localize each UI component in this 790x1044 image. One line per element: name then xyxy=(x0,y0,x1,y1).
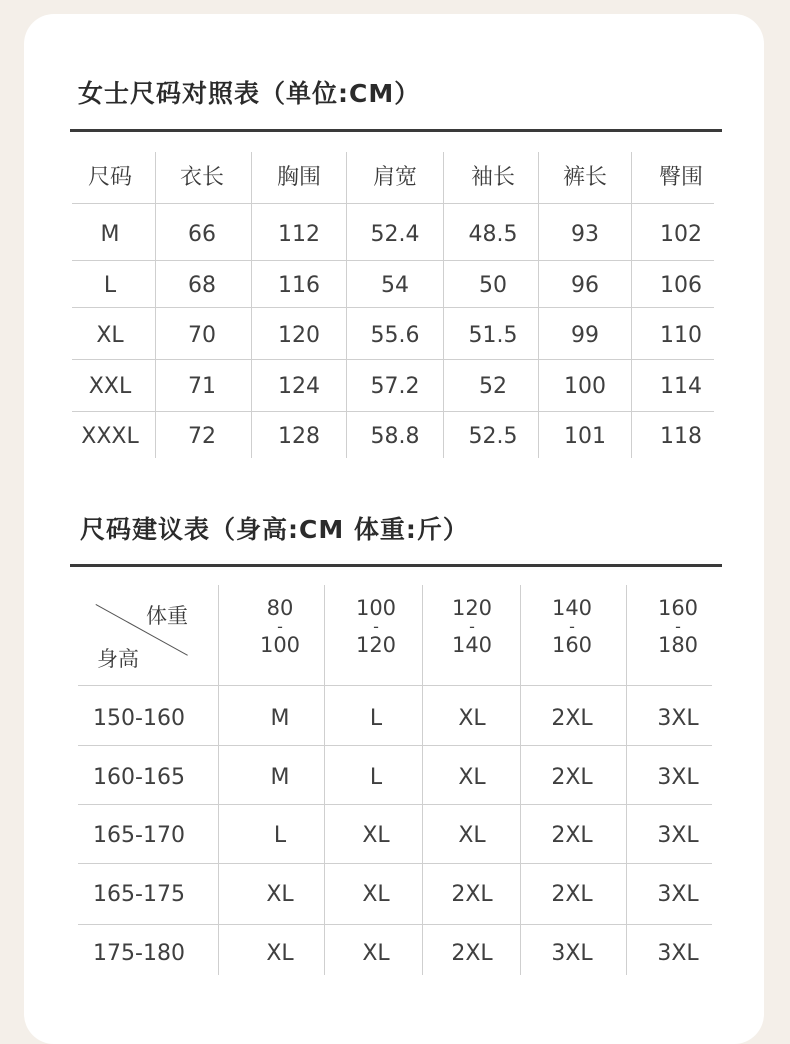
weight-range-low: 140 xyxy=(551,596,593,620)
height-range-cell: 160-165 xyxy=(93,764,185,790)
size-table-cell: 99 xyxy=(571,322,599,348)
recommended-size-cell: XL xyxy=(362,940,390,966)
advice-table-row-divider xyxy=(78,685,712,686)
recommended-size-cell: XL xyxy=(458,764,486,790)
height-range-cell: 165-175 xyxy=(93,881,185,907)
size-table-cell: 118 xyxy=(660,423,702,449)
size-table-cell: 101 xyxy=(564,423,606,449)
size-table-header-cell: 臀围 xyxy=(658,164,703,190)
recommended-size-cell: 3XL xyxy=(657,764,699,790)
recommended-size-cell: XL xyxy=(266,881,294,907)
size-table-cell: 102 xyxy=(660,221,702,247)
recommended-size-cell: 2XL xyxy=(551,705,593,731)
weight-range-sep: - xyxy=(277,617,283,636)
recommended-size-cell: 3XL xyxy=(551,940,593,966)
size-table-cell: 128 xyxy=(278,423,320,449)
advice-table-title: 尺码建议表（身高:CM 体重:斤） xyxy=(80,515,469,544)
advice-table-column-divider xyxy=(218,585,219,975)
weight-range-low: 80 xyxy=(266,596,294,620)
height-range-cell: 165-170 xyxy=(93,822,185,848)
advice-table-row-divider xyxy=(78,745,712,746)
recommended-size-cell: XL xyxy=(362,881,390,907)
weight-range-high: 160 xyxy=(551,633,593,657)
recommended-size-cell: 2XL xyxy=(551,822,593,848)
size-table-cell: 66 xyxy=(188,221,216,247)
size-table-cell: 106 xyxy=(660,272,702,298)
weight-range-header xyxy=(532,597,612,657)
size-table-cell: 52 xyxy=(479,373,507,399)
size-table-cell: 54 xyxy=(381,272,409,298)
weight-range-low: 100 xyxy=(355,596,397,620)
size-table-cell: 55.6 xyxy=(370,322,420,348)
size-table-cell: 58.8 xyxy=(370,423,420,449)
advice-table-row-divider xyxy=(78,804,712,805)
advice-table-row-divider xyxy=(78,924,712,925)
weight-range-low: 120 xyxy=(451,596,493,620)
recommended-size-cell: 3XL xyxy=(657,822,699,848)
size-table-cell: 96 xyxy=(571,272,599,298)
size-table-top-rule xyxy=(70,129,722,132)
recommended-size-cell: 3XL xyxy=(657,705,699,731)
weight-range-low: 160 xyxy=(657,596,699,620)
size-label-cell: M xyxy=(100,221,120,247)
size-table-column-divider xyxy=(631,152,632,458)
recommended-size-cell: XL xyxy=(458,822,486,848)
advice-table-top-rule xyxy=(70,564,722,567)
size-table-header-cell: 衣长 xyxy=(179,164,224,190)
weight-range-sep: - xyxy=(469,617,475,636)
size-table-cell: 51.5 xyxy=(468,322,518,348)
weight-range-sep: - xyxy=(569,617,575,636)
size-table-row-divider xyxy=(72,260,714,261)
size-label-cell: XXL xyxy=(88,373,132,399)
size-label-cell: XXXL xyxy=(81,423,139,449)
size-table-cell: 68 xyxy=(188,272,216,298)
size-table-column-divider xyxy=(538,152,539,458)
weight-range-high: 100 xyxy=(259,633,301,657)
recommended-size-cell: M xyxy=(270,705,290,731)
size-table-header-cell: 袖长 xyxy=(470,164,515,190)
weight-range-header xyxy=(432,597,512,657)
size-table-column-divider xyxy=(155,152,156,458)
corner-weight-label: 体重 xyxy=(146,604,188,628)
size-table-cell: 100 xyxy=(564,373,606,399)
advice-table-row-divider xyxy=(78,863,712,864)
recommended-size-cell: 2XL xyxy=(551,764,593,790)
size-table-header-cell: 肩宽 xyxy=(372,164,417,190)
size-label-cell: XL xyxy=(96,322,124,348)
size-table-cell: 48.5 xyxy=(468,221,518,247)
size-table-header-cell: 裤长 xyxy=(562,164,607,190)
size-table-cell: 71 xyxy=(188,373,216,399)
size-table-cell: 72 xyxy=(188,423,216,449)
size-table-header-cell: 尺码 xyxy=(87,164,132,190)
size-table-title: 女士尺码对照表（单位:CM） xyxy=(78,79,421,108)
size-table-column-divider xyxy=(346,152,347,458)
weight-range-sep: - xyxy=(373,617,379,636)
size-table-cell: 93 xyxy=(571,221,599,247)
weight-range-header xyxy=(240,597,320,657)
height-range-cell: 150-160 xyxy=(93,705,185,731)
size-table-cell: 112 xyxy=(278,221,320,247)
recommended-size-cell: 2XL xyxy=(451,881,493,907)
size-table-cell: 116 xyxy=(278,272,320,298)
size-label-cell: L xyxy=(103,272,117,298)
weight-range-header xyxy=(336,597,416,657)
size-table-header-cell: 胸围 xyxy=(276,164,321,190)
recommended-size-cell: 3XL xyxy=(657,881,699,907)
size-table-cell: 124 xyxy=(278,373,320,399)
size-table-column-divider xyxy=(251,152,252,458)
recommended-size-cell: L xyxy=(369,764,383,790)
size-table-cell: 110 xyxy=(660,322,702,348)
weight-range-high: 180 xyxy=(657,633,699,657)
recommended-size-cell: 2XL xyxy=(551,881,593,907)
recommended-size-cell: L xyxy=(273,822,287,848)
size-table-row-divider xyxy=(72,307,714,308)
size-table-cell: 50 xyxy=(479,272,507,298)
recommended-size-cell: XL xyxy=(458,705,486,731)
size-table-cell: 57.2 xyxy=(370,373,420,399)
weight-range-header xyxy=(638,597,718,657)
size-table-cell: 120 xyxy=(278,322,320,348)
recommended-size-cell: XL xyxy=(362,822,390,848)
size-table-column-divider xyxy=(443,152,444,458)
recommended-size-cell: XL xyxy=(266,940,294,966)
weight-range-high: 120 xyxy=(355,633,397,657)
size-table-cell: 52.4 xyxy=(370,221,420,247)
weight-range-sep: - xyxy=(675,617,681,636)
size-table-row-divider xyxy=(72,359,714,360)
size-table-row-divider xyxy=(72,203,714,204)
recommended-size-cell: 2XL xyxy=(451,940,493,966)
size-table-cell: 70 xyxy=(188,322,216,348)
size-table-cell: 114 xyxy=(660,373,702,399)
recommended-size-cell: M xyxy=(270,764,290,790)
corner-height-label: 身高 xyxy=(97,647,139,671)
size-table-cell: 52.5 xyxy=(468,423,518,449)
recommended-size-cell: 3XL xyxy=(657,940,699,966)
weight-range-high: 140 xyxy=(451,633,493,657)
size-table-row-divider xyxy=(72,411,714,412)
height-range-cell: 175-180 xyxy=(93,940,185,966)
recommended-size-cell: L xyxy=(369,705,383,731)
